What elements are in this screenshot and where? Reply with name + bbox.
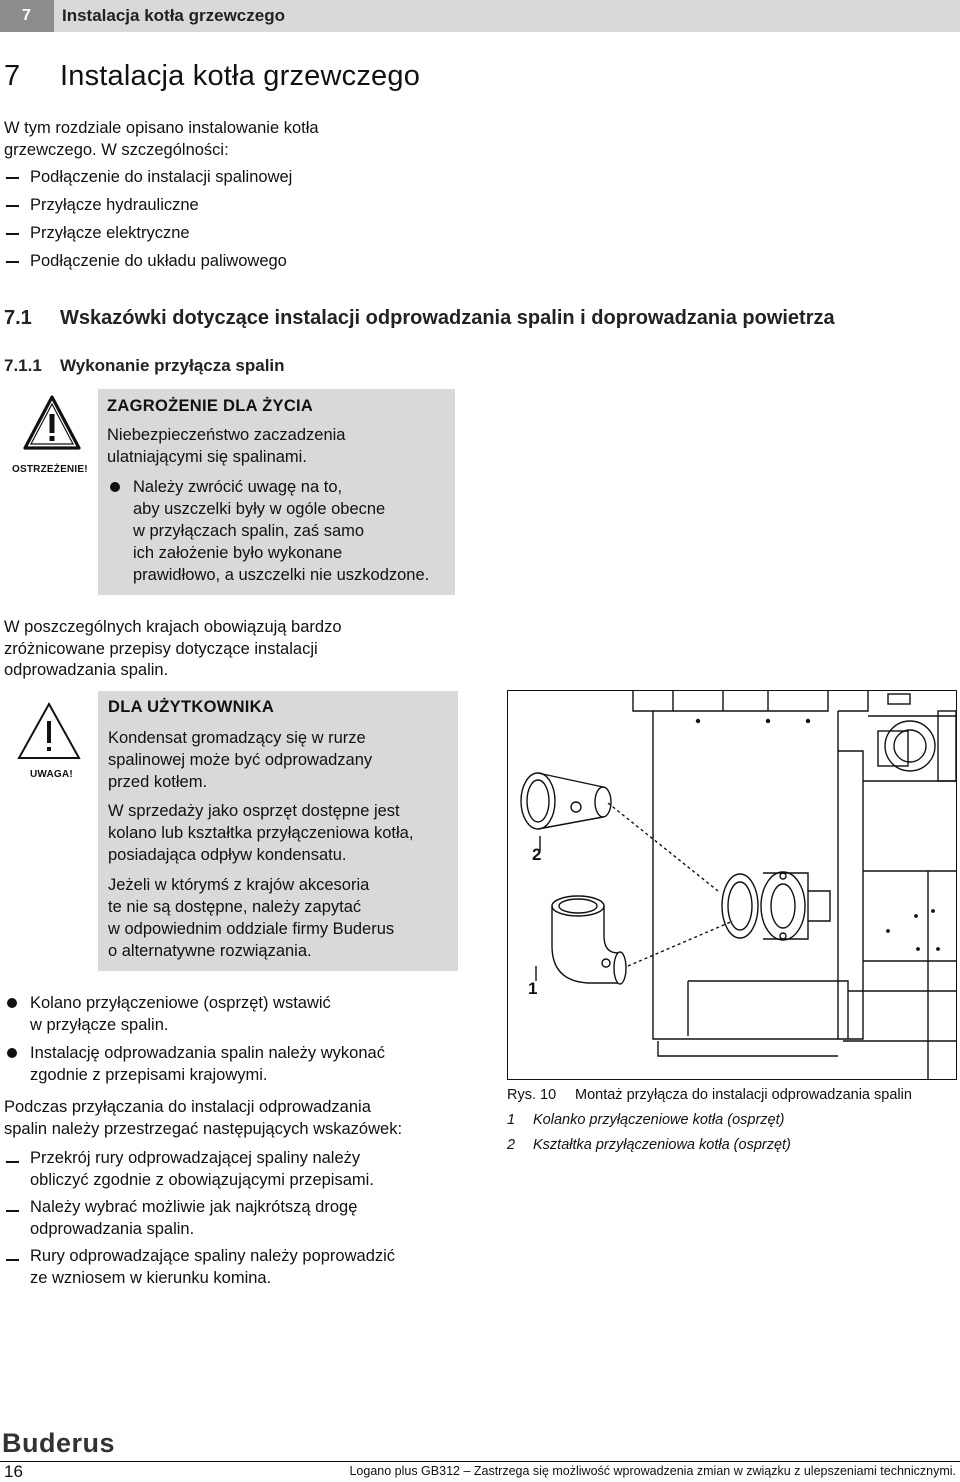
caution-notice-box — [98, 691, 458, 971]
boiler-flue-connection-drawing — [508, 691, 956, 1079]
warning-text — [107, 424, 452, 468]
figure-caption — [507, 1087, 912, 1103]
figure-caption-text: Montaż przyłącza do instalacji odprowadzania spalin — [575, 1087, 912, 1103]
brand-logo: Buderus — [2, 1428, 116, 1458]
caution-heading: DLA UŻYTKOWNIKA — [108, 698, 275, 716]
bullet-item — [107, 476, 457, 586]
warning-heading: ZAGROŻENIE DLA ŻYCIA — [107, 397, 314, 415]
list-item: Podłączenie do instalacji spalinowej — [4, 163, 484, 191]
caution-text-line: spalinowej może być odprowadzany — [108, 751, 373, 769]
warning-text-line: Niebezpieczeństwo zaczadzenia — [107, 426, 346, 444]
footer-text: Logano plus GB312 – Zastrzega się możliwość wprowadzenia zmian w związku z ulepszeniami technicznymi. — [349, 1464, 956, 1478]
caution-text-line: posiadająca odpływ kondensatu. — [108, 846, 347, 864]
bullet-text-line: w przyłączach spalin, zaś samo — [133, 522, 365, 540]
section-number: 7.1 — [4, 307, 32, 329]
caution-text-line: przed kotłem. — [108, 773, 208, 791]
caution-label: UWAGA! — [30, 769, 73, 780]
countries-paragraph — [4, 617, 484, 682]
step-item — [4, 992, 484, 1036]
chapter-number-tab: 7 — [0, 0, 54, 32]
caution-text-line: o alternatywne rozwiązania. — [108, 942, 312, 960]
caution-text-line: kolano lub kształtka przyłączeniowa kotła, — [108, 824, 414, 842]
subsection-title: Wykonanie przyłącza spalin — [60, 356, 285, 375]
caution-paragraph — [108, 800, 456, 866]
subsection-number: 7.1.1 — [4, 356, 42, 375]
figure-legend-item — [507, 1137, 791, 1153]
list-item: Przyłącze elektryczne — [4, 219, 484, 247]
legend-text: Kolanko przyłączeniowe kotła (osprzęt) — [533, 1112, 785, 1128]
legend-key: 1 — [507, 1112, 516, 1128]
notes-paragraph — [4, 1097, 484, 1140]
section-heading — [4, 307, 835, 330]
step-text-line: zgodnie z przepisami krajowymi. — [30, 1066, 268, 1084]
caution-text-line: W sprzedaży jako osprzęt dostępne jest — [108, 802, 400, 820]
step-text-line: Instalację odprowadzania spalin należy wykonać — [30, 1044, 385, 1062]
caution-triangle-icon — [16, 701, 82, 761]
intro-line: W tym rozdziale opisano instalowanie kotła — [4, 119, 319, 137]
note-text-line: obliczyć zgodnie z obowiązującymi przepisami. — [30, 1171, 374, 1189]
figure-callout-2: 2 — [532, 845, 542, 864]
figure-callout-1: 1 — [528, 979, 538, 998]
list-item: Przyłącze hydrauliczne — [4, 191, 484, 219]
paragraph-line: spalin należy przestrzegać następujących wskazówek: — [4, 1119, 403, 1138]
list-item: Podłączenie do układu paliwowego — [4, 247, 484, 275]
caution-text-line: te nie są dostępne, należy zapytać — [108, 898, 362, 916]
page-title — [4, 60, 420, 93]
warning-notice-box — [98, 389, 455, 595]
caution-text-line: Jeżeli w którymś z krajów akcesoria — [108, 876, 370, 894]
legend-key: 2 — [507, 1137, 516, 1153]
footer-divider — [0, 1461, 960, 1462]
warning-bullet-list — [107, 476, 457, 586]
note-text-line: odprowadzania spalin. — [30, 1220, 195, 1238]
caution-text-line: Kondensat gromadzący się w rurze — [108, 729, 366, 747]
bullet-text-line: ich założenie było wykonane — [133, 544, 343, 562]
bullet-text-line: Należy zwrócić uwagę na to, — [133, 478, 343, 496]
step-text-line: Kolano przyłączeniowe (osprzęt) wstawić — [30, 994, 331, 1012]
intro-line: grzewczego. W szczególności: — [4, 140, 229, 159]
figure-caption-number: Rys. 10 — [507, 1087, 557, 1103]
title-number: 7 — [4, 60, 21, 92]
section-title: Wskazówki dotyczące instalacji odprowadzania spalin i doprowadzania powietrza — [60, 307, 835, 329]
paragraph-line: W poszczególnych krajach obowiązują bardzo — [4, 618, 342, 636]
caution-text-line: w odpowiednim oddziale firmy Buderus — [108, 920, 395, 938]
page-number: 16 — [4, 1462, 23, 1481]
caution-paragraph — [108, 874, 456, 962]
note-text-line: Przekrój rury odprowadzającej spaliny należy — [30, 1149, 361, 1167]
note-text-line: Należy wybrać możliwie jak najkrótszą drogę — [30, 1198, 358, 1216]
figure-frame — [507, 690, 957, 1080]
warning-icon-area — [10, 393, 96, 483]
note-text-line: Rury odprowadzające spaliny należy poprowadzić — [30, 1247, 396, 1265]
paragraph-line: Podczas przyłączania do instalacji odprowadzania — [4, 1098, 371, 1116]
legend-text: Kształtka przyłączeniowa kotła (osprzęt) — [533, 1137, 791, 1153]
note-item — [4, 1245, 484, 1289]
subsection-heading — [4, 356, 285, 376]
notes-list — [4, 1147, 484, 1289]
bullet-text-line: aby uszczelki były w ogóle obecne — [133, 500, 386, 518]
intro-block — [4, 118, 484, 275]
step-text-line: w przyłącze spalin. — [30, 1016, 169, 1034]
note-text-line: ze wzniosem w kierunku komina. — [30, 1269, 272, 1287]
figure-legend-item — [507, 1112, 784, 1128]
intro-list — [4, 163, 484, 275]
note-item — [4, 1147, 484, 1191]
step-item — [4, 1042, 484, 1086]
title-text: Instalacja kotła grzewczego — [60, 60, 421, 92]
note-item — [4, 1196, 484, 1240]
bullet-text-line: prawidłowo, a uszczelki nie uszkodzone. — [133, 566, 430, 584]
steps-list — [4, 992, 484, 1086]
warning-text-line: ulatniającymi się spalinami. — [107, 448, 307, 466]
caution-icon-area — [10, 695, 100, 787]
paragraph-line: zróżnicowane przepisy dotyczące instalacji — [4, 639, 318, 658]
warning-label: OSTRZEŻENIE! — [12, 464, 88, 475]
caution-paragraph — [108, 727, 456, 793]
paragraph-line: odprowadzania spalin. — [4, 661, 169, 679]
warning-triangle-icon — [22, 393, 82, 453]
chapter-header-title: Instalacja kotła grzewczego — [62, 6, 285, 25]
